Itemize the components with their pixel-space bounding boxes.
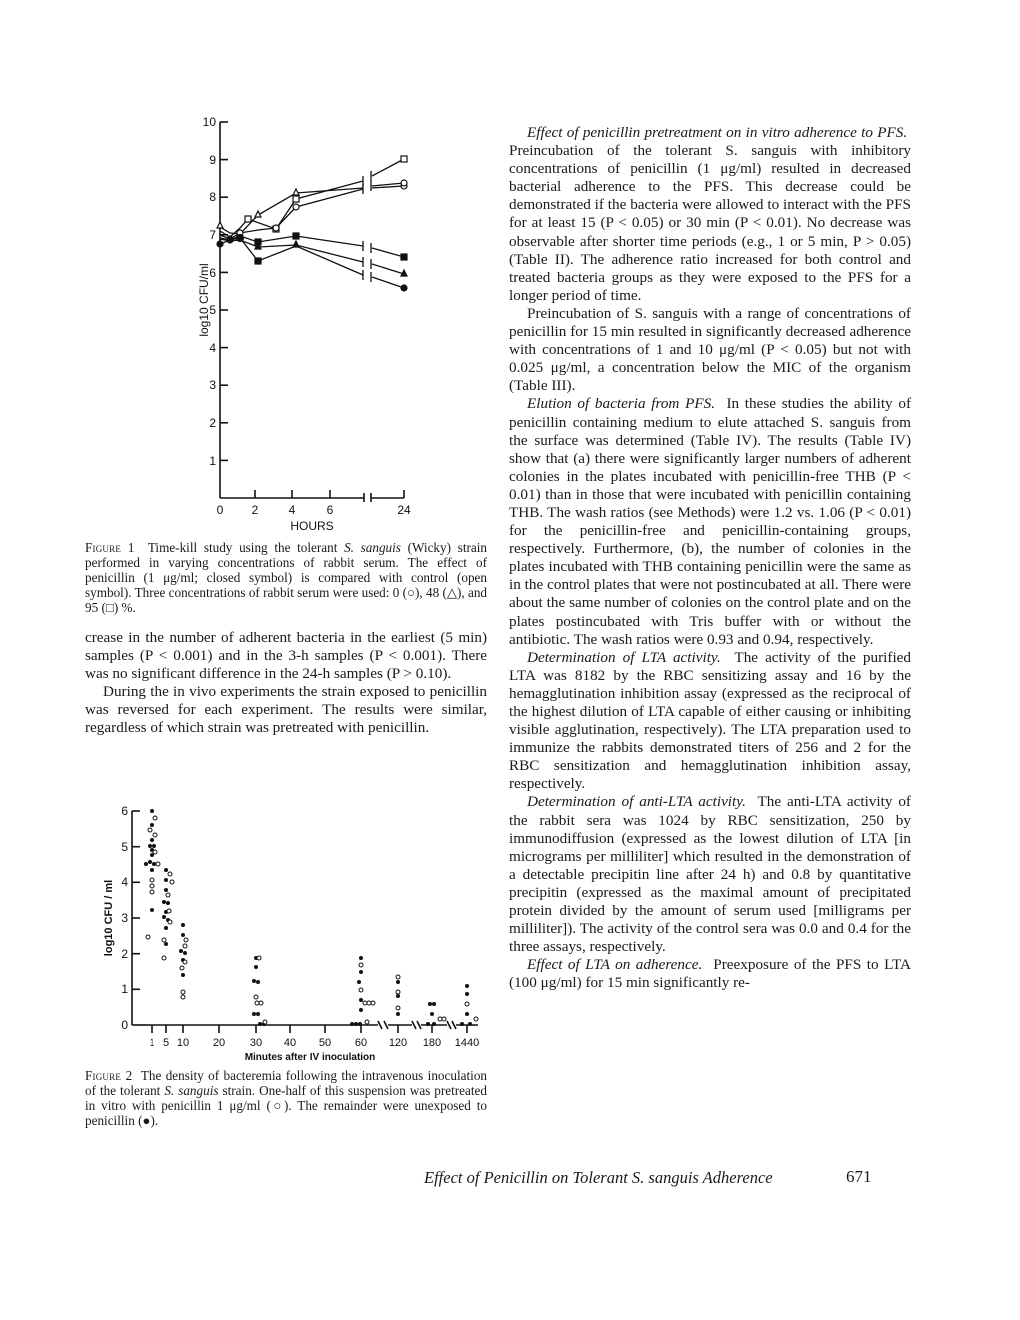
figure-2-x-ticks [150,1037,479,1049]
svg-text:0: 0 [121,1018,128,1032]
svg-text:4: 4 [288,503,296,517]
figure-1 [170,110,430,535]
svg-text:7: 7 [209,228,216,242]
paragraph: crease in the number of adherent bacteria in the earliest (5 min) samples (P < 0.001) and in the 3-h samples (P < 0.001). There was no significant difference in the 24-h samples (P > 0.10). [85,629,487,683]
svg-text:4: 4 [121,875,128,889]
figure-2 [100,800,490,1062]
svg-text:3: 3 [121,911,128,925]
section-effect-of-penicillin-pretreatment: Effect of penicillin pretreatment on in vitro adherence to PFS. Preincubation of the tolerant S. sanguis with inhibitory concentrations of penicillin (1 μg/ml) resulted in decreased bacterial adherence to the PFS. This decrease could be demonstrated if the bacteria were allowed to interact with the PFS for at least 15 (P < 0.05) or 30 min (P < 0.01). No decrease was observable after shorter time periods (e.g., 1 or 5 min, P > 0.05) (Table II). The adherence ratio increased for both control and treated bacteria groups as they were exposed to the PFS for a longer period of time. [509,124,911,304]
figure-2-open-dots [146,816,478,1024]
svg-text:6: 6 [121,804,128,818]
figure-1-chart [170,110,430,535]
svg-text:0: 0 [216,503,224,517]
svg-text:180: 180 [422,1037,442,1049]
figure-1-axes [220,122,404,502]
section-anti-lta-activity: Determination of anti-LTA activity. The anti-LTA activity of the rabbit sera was 1024 by RBC sensitization, 250 by immunodiffusion (expressed as the lowest dilution of LTA [in micrograms per milliliter] which resulted in the demonstration of a detectable precipitin line after 24 h) and 0.8 by quantitative precipitin (expressed as the maximal amount of precipitated protein divided by the amount of serum used [milligrams per milliliter]). The activity of the control sera was 0.0 and 0.4 for the three assays, respectively. [509,793,911,956]
figure-2-y-ticks [121,804,128,1032]
svg-text:1: 1 [209,454,216,468]
svg-text:50: 50 [318,1037,332,1049]
svg-text:10: 10 [202,115,216,129]
figure-1-x-label: HOURS [290,519,334,533]
figure-2-axes [132,811,478,1033]
section-heading: Determination of anti-LTA activity. [527,793,746,811]
svg-text:2: 2 [209,416,216,430]
svg-text:5: 5 [121,840,128,854]
svg-text:1: 1 [150,1037,154,1049]
left-column-text [85,629,487,738]
svg-text:120: 120 [388,1037,408,1049]
figure-2-y-label: log10 CFU / ml [103,879,115,957]
svg-text:1: 1 [121,982,128,996]
svg-text:10: 10 [176,1037,190,1049]
figure-2-x-label: Minutes after IV inoculation [244,1052,376,1062]
figure-1-series-lines [220,159,404,288]
section-heading: Effect of LTA on adherence. [527,956,703,974]
section-effect-of-lta: Effect of LTA on adherence. Preexposure of the PFS to LTA (100 μg/ml) for 15 min significantly re- [509,956,912,992]
section-elution-of-bacteria: Elution of bacteria from PFS. In these studies the ability of penicillin containing medium to elute attached S. sanguis from the surface was determined (Table IV). The results (Table IV) show that (a) there were significantly larger numbers of adherent colonies in the plates incubated with penicillin-free THB (P < 0.01) than in those that were incubated with penicillin containing THB. The wash ratios (see Methods) were 1.2 vs. 1.06 (P < 0.01) for the penicillin-free and penicillin-containing groups, respectively. Furthermore, (b), the number of colonies in the plates incubated with THB containing penicillin were the same as in the control plates that were not postincubated at all. There were about the same number of colonies on the control plate and on the plates postincubated with Tris buffer with or without the antibiotic. The wash ratios were 0.93 and 0.94, respectively. [509,395,912,648]
figure-2-caption: Figure 2 The density of bacteremia following the intravenous inoculation of the tolerant S. sanguis strain. One-half of this suspension was pretreated in vitro with penicillin 1 μg/ml (○). The remainder were unexposed to penicillin (●). [85,1068,488,1129]
svg-text:2: 2 [251,503,259,517]
paragraph: During the in vivo experiments the strain exposed to penicillin was reversed for each experiment. The results were similar, regardless of which strain was pretreated with penicillin. [85,683,487,737]
svg-text:5: 5 [209,303,216,317]
svg-text:30: 30 [249,1037,263,1049]
svg-text:5: 5 [162,1037,170,1049]
section-preincubation: Preincubation of S. sanguis with a range of concentrations of penicillin for 15 min resulted in significantly decreased adherence with concentrations of 1 and 10 μg/ml (P < 0.05) but not with 0.025 μg/ml, a concentration below the MIC of the organism (Table III). [509,304,911,395]
svg-text:2: 2 [121,947,128,961]
figure-1-label: Figure 1 [85,540,135,555]
svg-text:40: 40 [283,1037,297,1049]
figure-1-x-ticks [217,503,411,517]
right-column-text [509,124,911,993]
section-heading: Determination of LTA activity. [527,648,721,666]
svg-text:20: 20 [212,1037,226,1049]
figure-1-y-label: log10 CFU/ml [197,263,211,337]
section-heading: Elution of bacteria from PFS. [527,395,716,413]
figure-1-markers [217,156,407,291]
figure-1-caption: Figure 1 Time-kill study using the tolerant S. sanguis (Wicky) strain performed in varying concentrations of rabbit serum. The effect of penicillin (1 μg/ml; closed symbol) is compared with control (open symbol). Three concentrations of rabbit serum were used: 0 (○), 48 (△), and 95 (□) %. [85,540,488,616]
svg-text:6: 6 [209,266,216,280]
svg-text:60: 60 [354,1037,368,1049]
running-footer-title: Effect of Penicillin on Tolerant S. sanguis Adherence [424,1168,773,1187]
svg-text:3: 3 [209,378,216,392]
figure-2-chart [100,800,490,1062]
section-heading: Effect of penicillin pretreatment on in vitro adherence to PFS. [527,124,908,141]
section-lta-activity: Determination of LTA activity. The activity of the purified LTA was 8182 by the RBC sensitizing assay and 16 by the hemagglutination inhibition assay (expressed as the reciprocal of the highest dilution of LTA capable of either causing or inhibiting visible agglutination, respectively). The LTA preparation used to immunize the rabbits demonstrated titers of 256 and 2 for the RBC sensitization and hemagglutination inhibition assay, respectively. [509,648,911,793]
svg-text:8: 8 [209,190,216,204]
page-number: 671 [846,1167,872,1186]
svg-text:9: 9 [209,153,216,167]
svg-text:4: 4 [209,341,216,355]
svg-text:24: 24 [397,503,411,517]
figure-2-closed-dots [144,809,472,1026]
svg-text:6: 6 [326,503,334,517]
svg-text:1440: 1440 [454,1037,480,1049]
figure-2-label: Figure 2 [85,1068,133,1083]
